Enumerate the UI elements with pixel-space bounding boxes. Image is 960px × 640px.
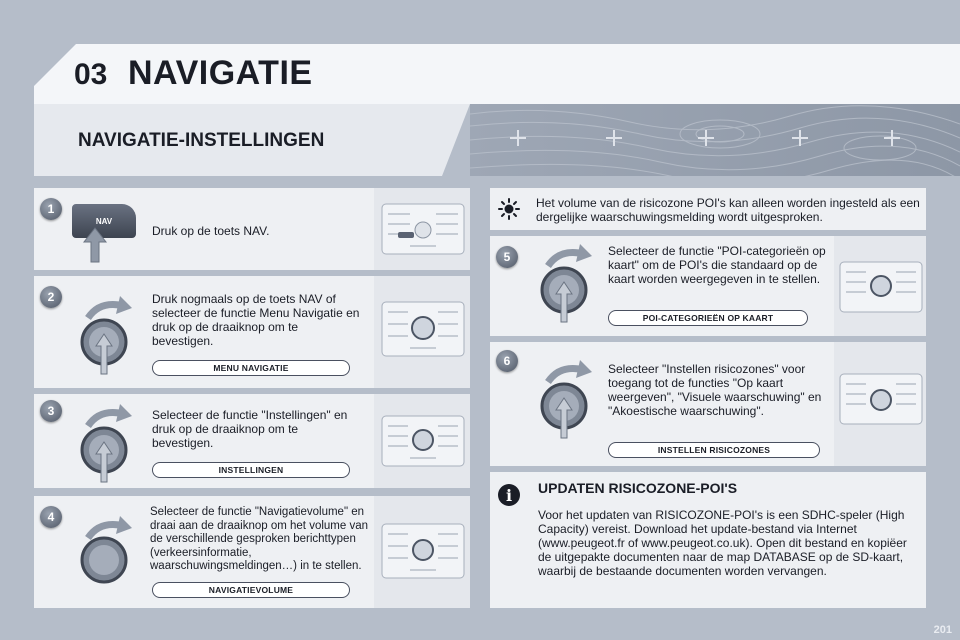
info-icon: i (498, 484, 520, 506)
menu-label-pill: MENU NAVIGATIE (152, 360, 350, 376)
step-2-text: Druk nogmaals op de toets NAV of selecteer de functie Menu Navigatie en druk op de draaiknop om te bevestigen. (152, 292, 360, 348)
rotary-knob-icon (530, 240, 600, 324)
radio-unit-icon (380, 520, 466, 582)
rotary-knob-icon (530, 356, 600, 440)
step-number-badge: 4 (40, 506, 62, 528)
info-text: Voor het updaten van RISICOZONE-POI's is een SDHC-speler (High Capacity) vereist. Download het update-bestand via Internet (www.peugeot.fr of www.peugeot.co.uk). Open dit bestand en kopiëer de uitgepakte documenten naar de map DATABASE op de SD-kaart, waarbij de bestaande documenten worden vervangen. (538, 508, 907, 578)
rotary-knob-icon (70, 292, 140, 376)
menu-label-pill: NAVIGATIEVOLUME (152, 582, 350, 598)
tip-text: Het volume van de risicozone POI's kan alleen worden ingesteld als een dergelijke waarschuwingsmelding wordt uitgesproken. (536, 196, 920, 224)
topographic-map-decoration (470, 104, 960, 176)
rotary-knob-icon (70, 400, 140, 484)
step-1-text: Druk op de toets NAV. (152, 224, 270, 238)
radio-unit-icon (380, 298, 466, 360)
chapter-number: 03 (74, 58, 108, 91)
step-number-badge: 1 (40, 198, 62, 220)
info-title: UPDATEN RISICOZONE-POI'S (538, 480, 738, 496)
menu-label-pill: INSTELLEN RISICOZONES (608, 442, 820, 458)
page-number: 201 (933, 624, 952, 636)
radio-unit-icon (380, 412, 466, 470)
step-6-text: Selecteer "Instellen risicozones" voor toegang tot de functies "Op kaart weergeven", "Visuele waarschuwing" en "Akoestische waarschuwing". (608, 362, 822, 418)
step-number-badge: 5 (496, 246, 518, 268)
step-number-badge: 3 (40, 400, 62, 422)
step-4-text: Selecteer de functie "Navigatievolume" en draai aan de draaiknop om het volume van de verschillende gesproken berichttypen (verkeersinformatie, waarschuwingsmeldingen…) in te stellen. (150, 506, 369, 572)
menu-label-pill: POI-CATEGORIEËN OP KAART (608, 310, 808, 326)
step-3-text: Selecteer de functie "Instellingen" en druk op de draaiknop om te bevestigen. (152, 408, 348, 450)
sun-tip-icon (498, 198, 520, 220)
section-title: NAVIGATIE-INSTELLINGEN (78, 130, 325, 151)
press-arrow-icon (82, 226, 108, 264)
nav-button-illustration: NAV (72, 204, 136, 238)
radio-unit-icon (380, 200, 466, 258)
plus-icons (510, 130, 900, 146)
step-number-badge: 6 (496, 350, 518, 372)
radio-unit-icon (838, 370, 924, 428)
rotary-knob-icon (70, 512, 140, 584)
menu-label-pill: INSTELLINGEN (152, 462, 350, 478)
step-5-text: Selecteer de functie "POI-categorieën op kaart" om de POI's die standaard op de kaart worden weergegeven in te stellen. (608, 244, 826, 286)
step-number-badge: 2 (40, 286, 62, 308)
chapter-title: NAVIGATIE (128, 54, 313, 92)
radio-unit-icon (838, 258, 924, 316)
